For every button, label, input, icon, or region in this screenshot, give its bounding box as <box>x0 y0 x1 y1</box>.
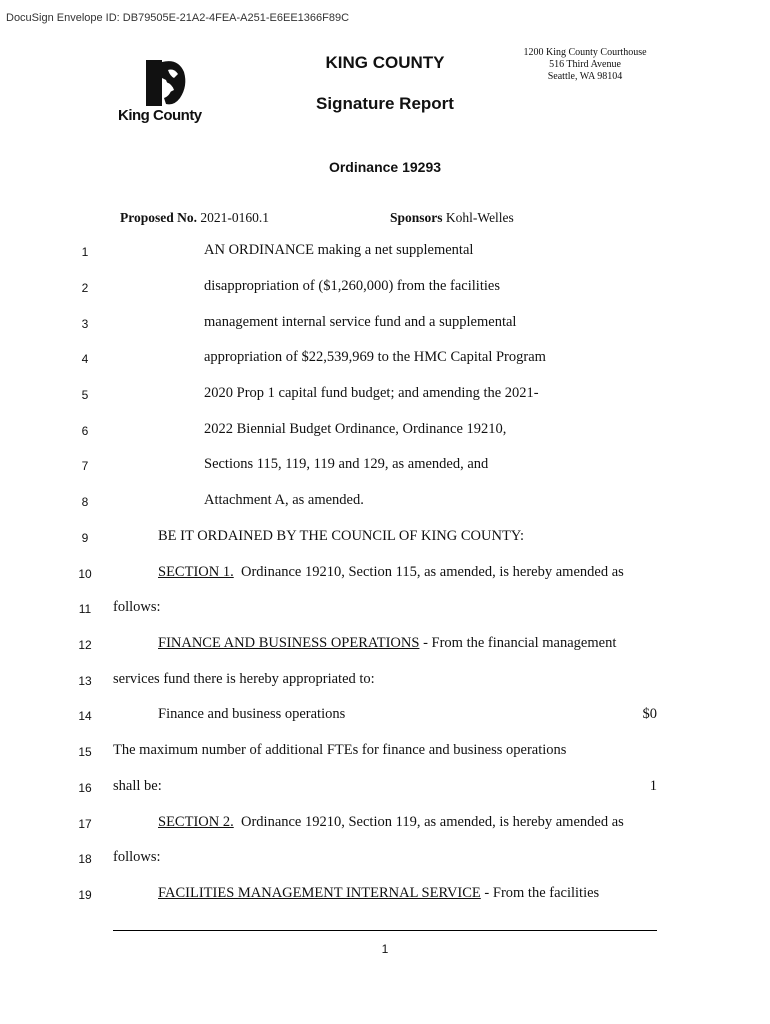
proposed-value: 2021-0160.1 <box>200 210 270 225</box>
line-number: 6 <box>81 424 89 438</box>
line-text-rest: Ordinance 19210, Section 115, as amended, is hereby amended as <box>233 564 624 580</box>
line-text <box>158 885 599 902</box>
line-text: appropriation of $22,539,969 to the HMC Capital Program <box>204 349 546 365</box>
sponsors <box>390 210 514 226</box>
line-number: 3 <box>81 317 89 331</box>
address-line: Seattle, WA 98104 <box>547 71 623 82</box>
line-text: services fund there is hereby appropriated to: <box>113 671 375 687</box>
line-text: management internal service fund and a supplemental <box>204 314 517 330</box>
line-text: BE IT ORDAINED BY THE COUNCIL OF KING COUNTY: <box>158 528 524 544</box>
line-number: 9 <box>81 531 89 545</box>
docusign-envelope-id: DocuSign Envelope ID: DB79505E-21A2-4FEA-A251-E6EE1366F89C <box>6 12 350 24</box>
footer-divider <box>113 930 657 931</box>
line-number: 4 <box>81 352 89 366</box>
line-number: 8 <box>81 495 89 509</box>
header-subtitle: Signature Report <box>316 94 454 113</box>
line-number: 12 <box>78 638 92 652</box>
line-number: 19 <box>78 888 92 902</box>
address-line: 516 Third Avenue <box>549 59 621 70</box>
appropriation-amount: $0 <box>642 706 657 722</box>
line-number: 15 <box>78 745 92 759</box>
line-text: Sections 115, 119, 119 and 129, as amended, and <box>204 456 489 472</box>
line-text <box>158 635 616 652</box>
line-number: 11 <box>78 602 92 616</box>
section-heading: FINANCE AND BUSINESS OPERATIONS <box>158 635 420 651</box>
line-number: 7 <box>81 459 89 473</box>
ordinance-title: Ordinance 19293 <box>328 159 442 175</box>
line-text-rest: - From the financial management <box>419 635 617 651</box>
page-number: 1 <box>381 942 389 956</box>
line-number: 14 <box>78 709 92 723</box>
header-title: KING COUNTY <box>325 53 445 72</box>
sponsors-value: Kohl-Welles <box>445 210 514 225</box>
proposed-label: Proposed No. <box>120 210 198 225</box>
section-heading: FACILITIES MANAGEMENT INTERNAL SERVICE <box>158 885 481 901</box>
address-block <box>510 47 660 83</box>
line-text-rest: - From the facilities <box>480 885 600 901</box>
line-text-rest: Ordinance 19210, Section 119, as amended, is hereby amended as <box>233 814 624 830</box>
section-heading: SECTION 1. <box>158 564 234 580</box>
section-heading: SECTION 2. <box>158 814 234 830</box>
logo-wordmark: King County <box>118 107 202 124</box>
line-number: 13 <box>78 674 92 688</box>
line-number: 16 <box>78 781 92 795</box>
fte-amount: 1 <box>649 778 657 794</box>
line-text <box>158 814 624 831</box>
line-text: Finance and business operations <box>158 706 346 722</box>
line-text: AN ORDINANCE making a net supplemental <box>204 242 474 258</box>
line-text: Attachment A, as amended. <box>204 492 364 508</box>
line-number: 5 <box>81 388 89 402</box>
line-number: 1 <box>81 245 89 259</box>
line-number: 17 <box>78 817 92 831</box>
line-number: 18 <box>78 852 92 866</box>
line-text: follows: <box>113 849 161 865</box>
line-text: 2020 Prop 1 capital fund budget; and amending the 2021- <box>204 385 539 401</box>
line-number: 2 <box>81 281 89 295</box>
line-text: follows: <box>113 599 161 615</box>
line-number: 10 <box>78 567 92 581</box>
line-text: 2022 Biennial Budget Ordinance, Ordinance 19210, <box>204 421 507 437</box>
line-text: disappropriation of ($1,260,000) from the facilities <box>204 278 500 294</box>
line-text <box>158 564 624 581</box>
sponsors-label: Sponsors <box>390 210 443 225</box>
address-line: 1200 King County Courthouse <box>523 47 647 58</box>
line-text: shall be: <box>113 778 162 794</box>
line-text: The maximum number of additional FTEs for finance and business operations <box>113 742 567 758</box>
proposed-number <box>120 210 269 226</box>
